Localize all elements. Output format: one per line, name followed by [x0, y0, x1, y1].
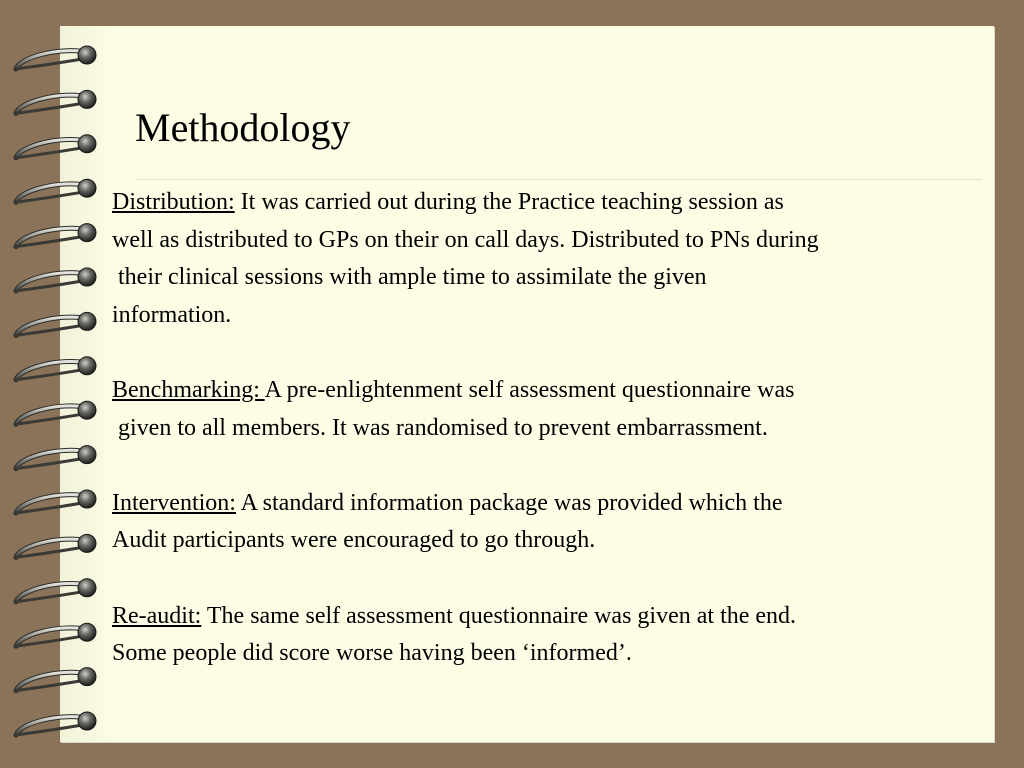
section-distribution: [112, 184, 982, 334]
slide-title: Methodology: [135, 105, 351, 150]
section-label: Benchmarking:: [112, 376, 265, 403]
section-text: A pre-enlightenment self assessment questionnaire was: [264, 376, 795, 403]
title-divider: [135, 179, 982, 180]
section-benchmarking: [112, 372, 982, 447]
section-text: well as distributed to GPs on their on call days. Distributed to PNs during: [112, 226, 819, 253]
section-text: The same self assessment questionnaire was given at the end.: [201, 602, 797, 629]
section-text: Some people did score worse having been ‘informed’.: [112, 640, 632, 667]
spiral-binding-icon: [0, 0, 110, 768]
section-text: Audit participants were encouraged to go through.: [112, 527, 596, 554]
section-text: their clinical sessions with ample time to assimilate the given: [112, 264, 707, 291]
section-intervention: [112, 485, 982, 560]
section-text: given to all members. It was randomised to prevent embarrassment.: [112, 414, 768, 441]
section-label: Distribution:: [112, 189, 235, 215]
section-re-audit: [112, 598, 982, 673]
section-label: Re-audit:: [112, 602, 202, 629]
slide-body: [112, 184, 982, 673]
section-text: It was carried out during the Practice teaching session as: [234, 189, 784, 215]
section-text: A standard information package was provided which the: [235, 489, 783, 516]
section-text: information.: [112, 301, 232, 328]
section-label: Intervention:: [112, 489, 236, 516]
